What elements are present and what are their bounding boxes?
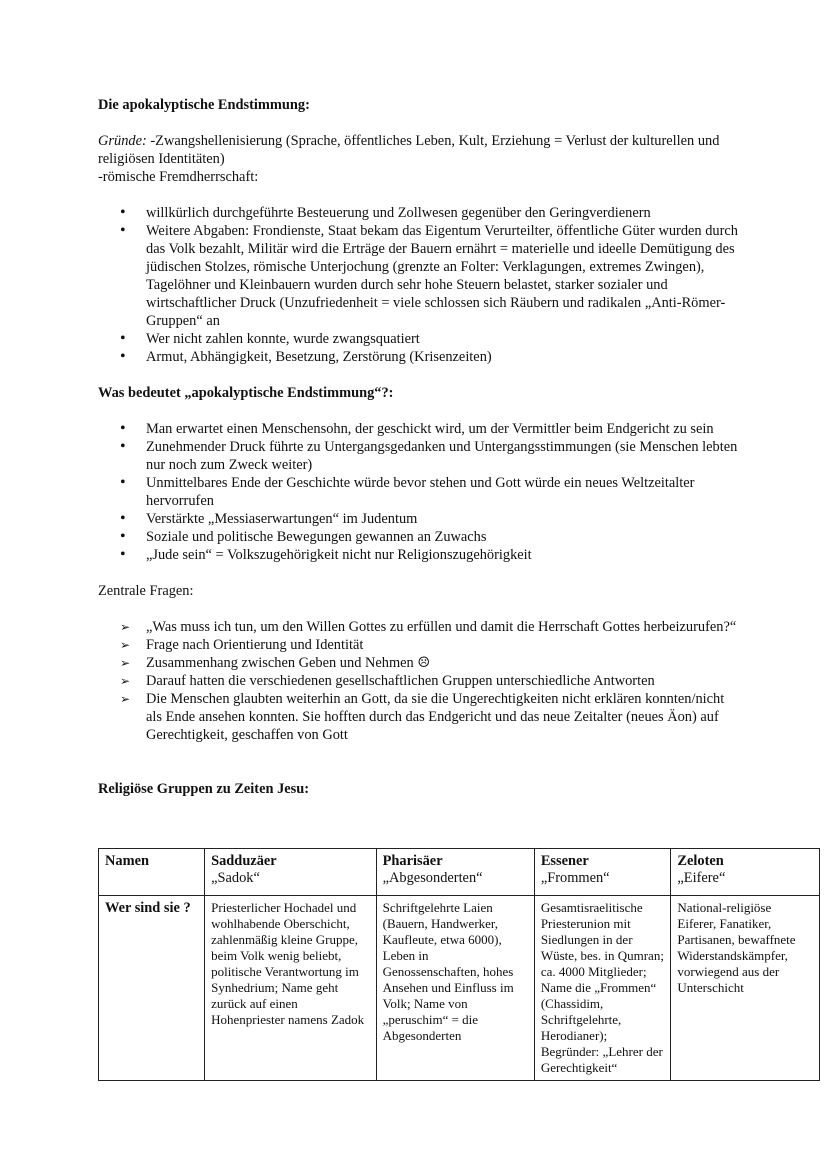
list-item: ➢ Darauf hatten die verschiedenen gesellschaftlichen Gruppen unterschiedliche Antworten	[120, 673, 655, 689]
list-item: • Wer nicht zahlen konnte, wurde zwangsquatiert	[98, 330, 738, 348]
section-title-fragen: Zentrale Fragen:	[98, 583, 194, 599]
list-item: • Weitere Abgaben: Frondienste, Staat bekam das Eigentum Verurteilter, öffentliche Güter wurden durch das Volk bezahlt, Militär wird die Erträge der Bauern ernährt = materielle und ideelle Demütigung des jüdischen Stolzes, römische Unterjochung (grenzte an Folter: Verklagungen, extremes Zwingen), Tagelöhner und Kleinbauern wurden durch sehr hohe Steuern belastet, starker sozialer und wirtschaftlicher Druck (Unzufriedenheit = viele schlossen sich Räubern und radikalen „Anti-Römer-Gruppen“ an	[98, 222, 738, 330]
list-item: • „Jude sein“ = Volkszugehörigkeit nicht nur Religionszugehörigkeit	[98, 546, 738, 564]
table-cell: Priesterlicher Hochadel und wohlhabende Oberschicht, zahlenmäßig kleine Gruppe, beim Volk wenig beliebt, politische Verantwortung im Synhedrium; Name geht zurück auf einen Hohenpriester namens Zadok	[205, 896, 377, 1081]
meaning-bullet-list	[98, 420, 738, 564]
reasons-bullet-list	[98, 204, 738, 366]
list-item: ➢ Zusammenhang zwischen Geben und Nehmen ☹	[120, 655, 431, 671]
arrow-bullet-icon: ➢	[120, 638, 131, 652]
list-item: ➢ Die Menschen glaubten weiterhin an Gott, da sie die Ungerechtigkeiten nicht erklären konnten/nicht als Ende ansehen konnten. Sie hofften durch das Endgericht und das neue Zeitalter (neues Äon) auf Gerechtigkeit, geschaffen von Gott	[120, 691, 725, 743]
list-item: • willkürlich durchgeführte Besteuerung und Zollwesen gegenüber den Geringverdienern	[98, 204, 738, 222]
table-corner-cell: Namen	[99, 849, 205, 896]
roman-rule-line: -römische Fremdherrschaft:	[98, 169, 259, 185]
table-header-cell: Zeloten „Eifere“	[671, 849, 820, 896]
table-row-label: Wer sind sie ?	[99, 896, 205, 1081]
list-item: • Soziale und politische Bewegungen gewannen an Zuwachs	[98, 528, 738, 546]
religious-groups-table	[98, 848, 820, 1081]
list-item: • Man erwartet einen Menschensohn, der geschickt wird, um der Vermittler beim Endgericht zu sein	[98, 420, 738, 438]
list-item: ➢ „Was muss ich tun, um den Willen Gottes zu erfüllen und damit die Herrschaft Gottes herbeizurufen?“	[120, 619, 737, 635]
section-title-endstimmung: Die apokalyptische Endstimmung:	[98, 97, 310, 113]
questions-arrow-list	[98, 618, 738, 744]
table-header-cell: Sadduzäer „Sadok“	[205, 849, 377, 896]
section-title-gruppen: Religiöse Gruppen zu Zeiten Jesu:	[98, 781, 310, 797]
reasons-label: Gründe:	[98, 133, 147, 149]
list-item: ➢ Frage nach Orientierung und Identität	[120, 637, 364, 653]
reasons-text: -Zwangshellenisierung (Sprache, öffentliches Leben, Kult, Erziehung = Verlust der kulturellen und religiösen Identitäten)	[98, 133, 720, 167]
table-header-cell: Essener „Frommen“	[534, 849, 671, 896]
list-item: • Verstärkte „Messiaserwartungen“ im Judentum	[98, 510, 738, 528]
list-item: • Armut, Abhängigkeit, Besetzung, Zerstörung (Krisenzeiten)	[98, 348, 738, 366]
arrow-bullet-icon: ➢	[120, 674, 131, 688]
table-header-cell: Pharisäer „Abgesonderten“	[376, 849, 534, 896]
table-cell: National-religiöse Eiferer, Fanatiker, Partisanen, bewaffnete Widerstandskämpfer, vorwiegend aus der Unterschicht	[671, 896, 820, 1081]
list-item: • Unmittelbares Ende der Geschichte würde bevor stehen und Gott würde ein neues Weltzeitalter hervorrufen	[98, 474, 738, 510]
section-title-bedeutung: Was bedeutet „apokalyptische Endstimmung“?:	[98, 385, 394, 401]
document-body	[98, 96, 738, 798]
table-cell: Schriftgelehrte Laien (Bauern, Handwerker, Kaufleute, etwa 6000), Leben in Genossenschaften, hohes Ansehen und Einfluss im Volk; Name von „peruschim“ = die Abgesonderten	[376, 896, 534, 1081]
table-header-row	[99, 849, 820, 896]
table-row	[99, 896, 820, 1081]
arrow-bullet-icon: ➢	[120, 620, 131, 634]
list-item: • Zunehmender Druck führte zu Untergangsgedanken und Untergangsstimmungen (sie Menschen lebten nur noch zum Zweck weiter)	[98, 438, 738, 474]
arrow-bullet-icon: ➢	[120, 656, 131, 670]
arrow-bullet-icon: ➢	[120, 692, 131, 706]
table-cell: Gesamtisraelitische Priesterunion mit Siedlungen in der Wüste, bes. in Qumran; ca. 4000 Mitglieder; Name die „Frommen“ (Chassidim, Schriftgelehrte, Herodianer); Begründer: „Lehrer der Gerechtigkeit“	[534, 896, 671, 1081]
reasons-paragraph	[98, 132, 738, 168]
